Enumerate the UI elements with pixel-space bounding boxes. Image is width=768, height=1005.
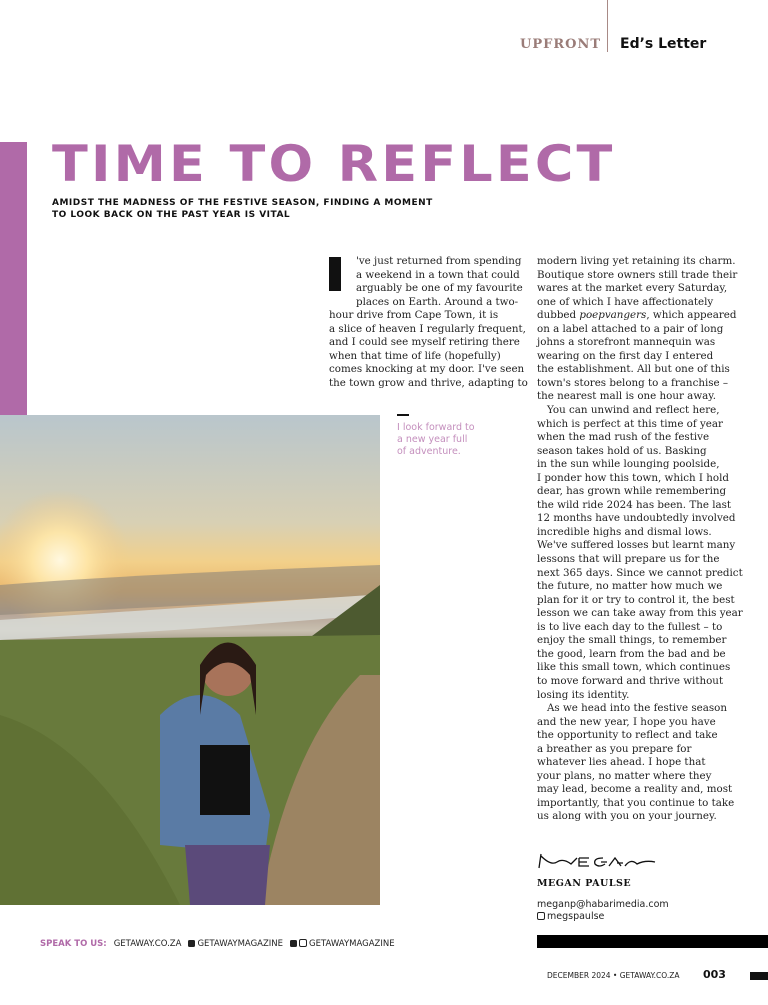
signature [537, 850, 657, 876]
text-line: 12 months have undoubtedly involved [537, 512, 736, 525]
social-handle: GETAWAYMAGAZINE [309, 939, 395, 949]
text-line: 've just returned from spending [356, 255, 522, 267]
text-line: the good, learn from the bad and be [537, 647, 726, 660]
text-line: modern living yet retaining its charm. [537, 255, 736, 267]
text-line: us along with you on your journey. [537, 810, 717, 823]
issue-footer: DECEMBER 2024 • GETAWAY.CO.ZA [547, 971, 680, 980]
text-line: lessons that will prepare us for the [537, 553, 720, 566]
page-tab [750, 972, 768, 980]
text-line: As we head into the festive season [547, 702, 728, 715]
contact-strip [40, 939, 395, 949]
text-line: next 365 days. Since we cannot predict [537, 566, 743, 579]
page-title: TIME TO REFLECT [52, 135, 616, 193]
text-line: hour drive from Cape Town, it is [329, 309, 499, 322]
decorative-bar [537, 935, 768, 948]
text-line: season takes hold of us. Basking [537, 444, 707, 457]
text-line: and the new year, I hope you have [537, 715, 716, 728]
facebook-icon [188, 940, 195, 947]
text-line: when that time of life (hopefully) [329, 349, 501, 362]
author-name: MEGAN PAULSE [537, 878, 632, 889]
instagram-icon [299, 939, 307, 947]
page-number: 003 [703, 968, 726, 981]
editor-photo [0, 415, 380, 905]
article-standfirst [52, 197, 433, 221]
text-line: a slice of heaven I regularly frequent, [329, 322, 526, 335]
subsection-label: Ed’s Letter [620, 36, 707, 52]
text-line: dubbed poepvangers, which appeared [537, 309, 737, 322]
text-line: wearing on the first day I entered [537, 349, 714, 362]
text-line: like this small town, which continues [537, 661, 731, 674]
text-line: on a label attached to a pair of long [537, 322, 724, 335]
text-line: town's stores belong to a franchise – [537, 376, 729, 389]
text-line: importantly, that you continue to take [537, 796, 735, 809]
text-line: plan for it or try to control it, the best [537, 593, 735, 606]
text-line: a weekend in a town that could [356, 268, 520, 281]
text-line: lesson we can take away from this year [537, 607, 743, 620]
instagram-icon [537, 912, 545, 920]
twitter-icon [290, 940, 297, 947]
text-line: comes knocking at my door. I've seen [329, 363, 525, 376]
section-label: UPFRONT [520, 37, 602, 52]
accent-bar [0, 142, 27, 415]
text-line: your plans, no matter where they [537, 769, 712, 782]
text-line: may lead, become a reality and, most [537, 783, 733, 796]
text-line: when the mad rush of the festive [537, 431, 710, 444]
text-line: enjoy the small things, to remember [537, 634, 727, 647]
website-link[interactable]: GETAWAY.CO.ZA [113, 939, 182, 949]
text-line: the opportunity to reflect and take [537, 729, 718, 742]
text-line: the nearest mall is one hour away. [537, 390, 716, 403]
text-line: and I could see myself retiring there [329, 336, 520, 349]
pullquote-line: I look forward to [397, 422, 475, 433]
author-instagram[interactable] [537, 911, 604, 922]
speak-label: SPEAK TO US: [40, 939, 107, 949]
text-line: dear, has grown while remembering [537, 485, 727, 498]
standfirst-line: AMIDST THE MADNESS OF THE FESTIVE SEASON, FINDING A MOMENT [52, 198, 433, 208]
text-line: incredible highs and dismal lows. [537, 525, 712, 538]
standfirst-line: TO LOOK BACK ON THE PAST YEAR IS VITAL [52, 210, 291, 220]
text-line: a breather as you prepare for [537, 742, 692, 755]
text-line: the establishment. All but one of this [537, 363, 730, 376]
facebook-link[interactable] [188, 939, 283, 949]
instagram-handle: megspaulse [547, 911, 605, 922]
pullquote-line: of adventure. [397, 446, 461, 457]
facebook-handle: GETAWAYMAGAZINE [197, 939, 284, 949]
text-line: You can unwind and reflect here, [547, 404, 720, 417]
text-line: arguably be one of my favourite [356, 282, 523, 295]
text-line: places on Earth. Around a two- [356, 295, 519, 308]
twitter-instagram-link[interactable] [290, 939, 395, 949]
text-line: the future, no matter how much we [537, 580, 723, 593]
header-divider [607, 0, 608, 52]
text-line: wares at the market every Saturday, [537, 282, 728, 295]
text-line: the wild ride 2024 has been. The last [537, 498, 732, 511]
author-email[interactable]: meganp@habarimedia.com [537, 899, 669, 910]
text-line: one of which I have affectionately [537, 295, 714, 308]
text-line: johns a storefront mannequin was [537, 336, 716, 349]
text-line: is to live each day to the fullest – to [537, 620, 723, 633]
text-line: losing its identity. [537, 688, 630, 701]
pullquote-dash [397, 414, 409, 416]
text-line: We've suffered losses but learnt many [537, 539, 736, 552]
text-line: which is perfect at this time of year [537, 417, 723, 430]
pullquote-line: a new year full [397, 434, 468, 445]
body-column-1 [329, 255, 528, 390]
text-line: to move forward and thrive without [537, 674, 724, 687]
text-line: I ponder how this town, which I hold [537, 471, 729, 484]
text-line: in the sun while lounging poolside, [537, 458, 720, 471]
text-line: the town grow and thrive, adapting to [329, 376, 528, 389]
pullquote [397, 422, 475, 458]
text-line: whatever lies ahead. I hope that [537, 756, 706, 769]
body-column-2 [537, 255, 743, 824]
text-line: Boutique store owners still trade their [537, 268, 738, 281]
